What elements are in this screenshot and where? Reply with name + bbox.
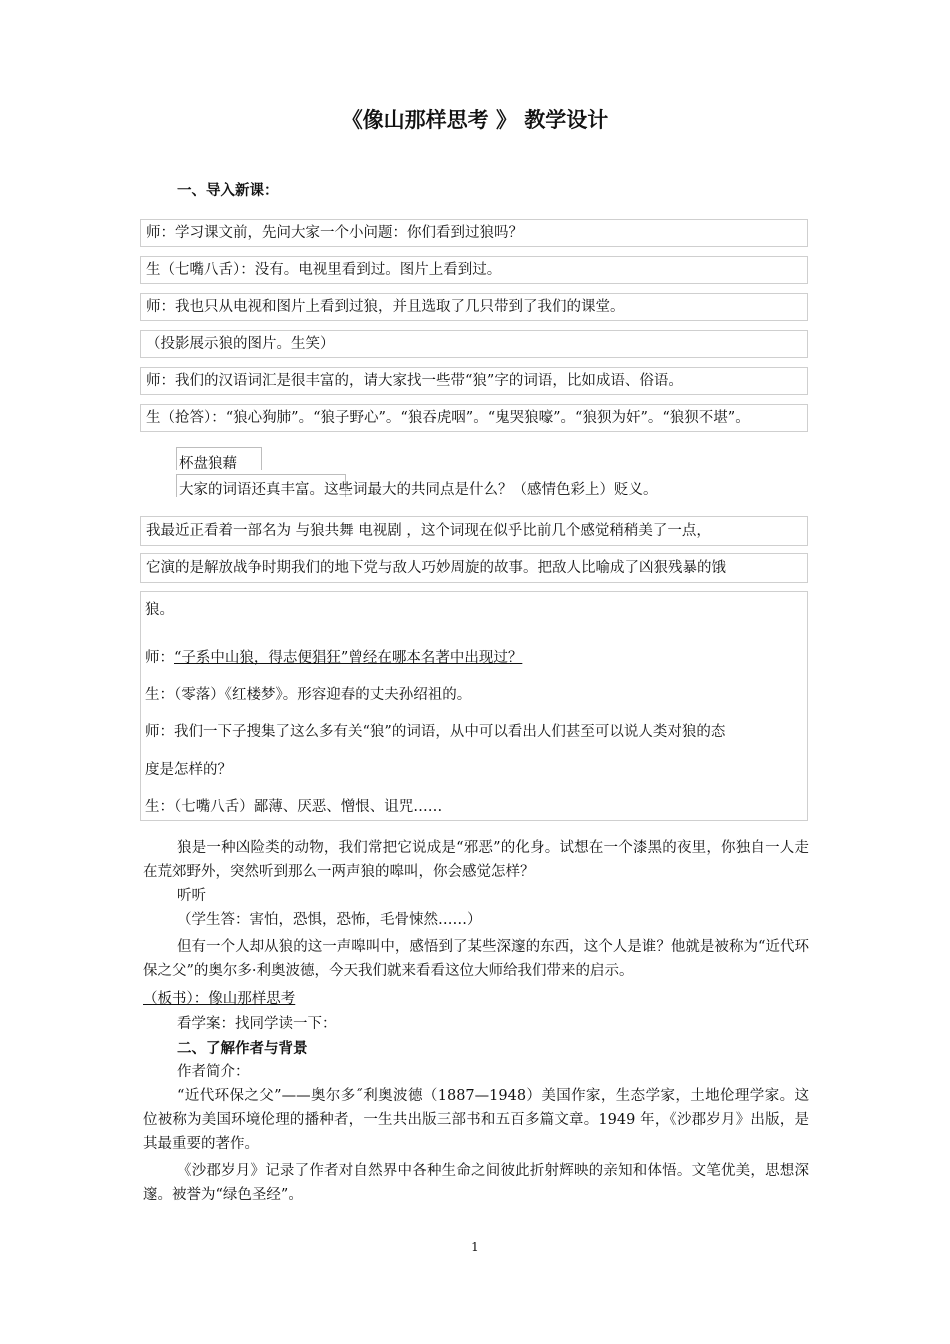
drama-row: 它演的是解放战争时期我们的地下党与敌人巧妙周旋的故事。把敌人比喻成了凶狠残暴的饿 — [140, 553, 808, 583]
dialog-line: 师：“子系中山狼，得志便猖狂”曾经在哪本名著中出现过？ — [145, 650, 523, 666]
section-heading-author: 二、了解作者与背景 — [177, 1041, 308, 1057]
paragraph: 但有一个人却从狼的这一声嗥叫中，感悟到了某些深邃的东西，这个人是谁？他就是被称为“近代环保之父”的奥尔多·利奥波德，今天我们就来看看这位大师给我们带来的启示。 — [143, 939, 809, 979]
blackboard-note: （板书）：像山那样思考 — [143, 991, 296, 1007]
idiom-text: 杯盘狼藉 — [179, 456, 237, 472]
dialog-line: 师：我们一下子搜集了这么多有关“狼”的词语，从中可以看出人们甚至可以说人类对狼的态 — [145, 724, 726, 740]
dialog-line: 生：（七嘴八舌）鄙薄、厌恶、憎恨、诅咒…… — [145, 799, 443, 815]
dialog-row: （投影展示狼的图片。生笑） — [140, 330, 808, 358]
page-number: 1 — [471, 1240, 479, 1254]
dialog-line: 生：（零落）《红楼梦》。形容迎春的丈夫孙绍祖的。 — [145, 687, 472, 703]
quote-question: “子系中山狼，得志便猖狂”曾经在哪本名著中出现过？ — [174, 650, 523, 666]
dialog-line: 狼。 — [145, 602, 174, 618]
paragraph: 作者简介： — [177, 1064, 250, 1080]
dialog-box — [140, 591, 808, 821]
dialog-row: 师：学习课文前，先问大家一个小问题：你们看到过狼吗？ — [140, 219, 808, 247]
paragraph: “近代环保之父”——奥尔多˝利奥波德（1887—1948）美国作家，生态学家，土地伦理学家。这位被称为美国环境伦理的播种者，一生共出版三部书和五百多篇文章。1949 年，《沙郡岁月》出版，是其最重要的著作。 — [143, 1088, 809, 1152]
paragraph: 狼是一种凶险类的动物，我们常把它说成是“邪恶”的化身。试想在一个漆黑的夜里，你独自一人走在荒郊野外，突然听到那么一两声狼的嗥叫，你会感觉怎样？ — [143, 840, 809, 880]
dialog-row: 生（抢答）：“狼心狗肺”。“狼子野心”。“狼吞虎咽”。“鬼哭狼嚎”。“狼狈为奸”。“狼狈不堪”。 — [140, 404, 808, 432]
dialog-line: 度是怎样的？ — [145, 762, 232, 778]
dialog-row: 师：我也只从电视和图片上看到过狼，并且选取了几只带到了我们的课堂。 — [140, 293, 808, 321]
remark-text: 大家的词语还真丰富。这些词最大的共同点是什么？（感情色彩上）贬义。 — [179, 482, 658, 498]
dialog-row: 生（七嘴八舌）：没有。电视里看到过。图片上看到过。 — [140, 256, 808, 284]
section-heading-intro: 一、导入新课： — [177, 183, 279, 199]
paragraph: 听听 — [177, 888, 206, 904]
paragraph: 《沙郡岁月》记录了作者对自然界中各种生命之间彼此折射辉映的亲知和体悟。文笔优美，思想深邃。被誉为“绿色圣经”。 — [143, 1163, 809, 1203]
paragraph: 看学案：找同学读一下： — [177, 1016, 337, 1032]
paragraph: （学生答：害怕，恐惧，恐怖，毛骨悚然……） — [177, 912, 482, 928]
drama-row: 我最近正看着一部名为 与狼共舞 电视剧 ，这个词现在似乎比前几个感觉稍稍美了一点， — [140, 516, 808, 546]
page-title: 《像山那样思考 》 教学设计 — [341, 108, 609, 132]
dialog-row: 师：我们的汉语词汇是很丰富的，请大家找一些带“狼”字的词语，比如成语、俗语。 — [140, 367, 808, 395]
